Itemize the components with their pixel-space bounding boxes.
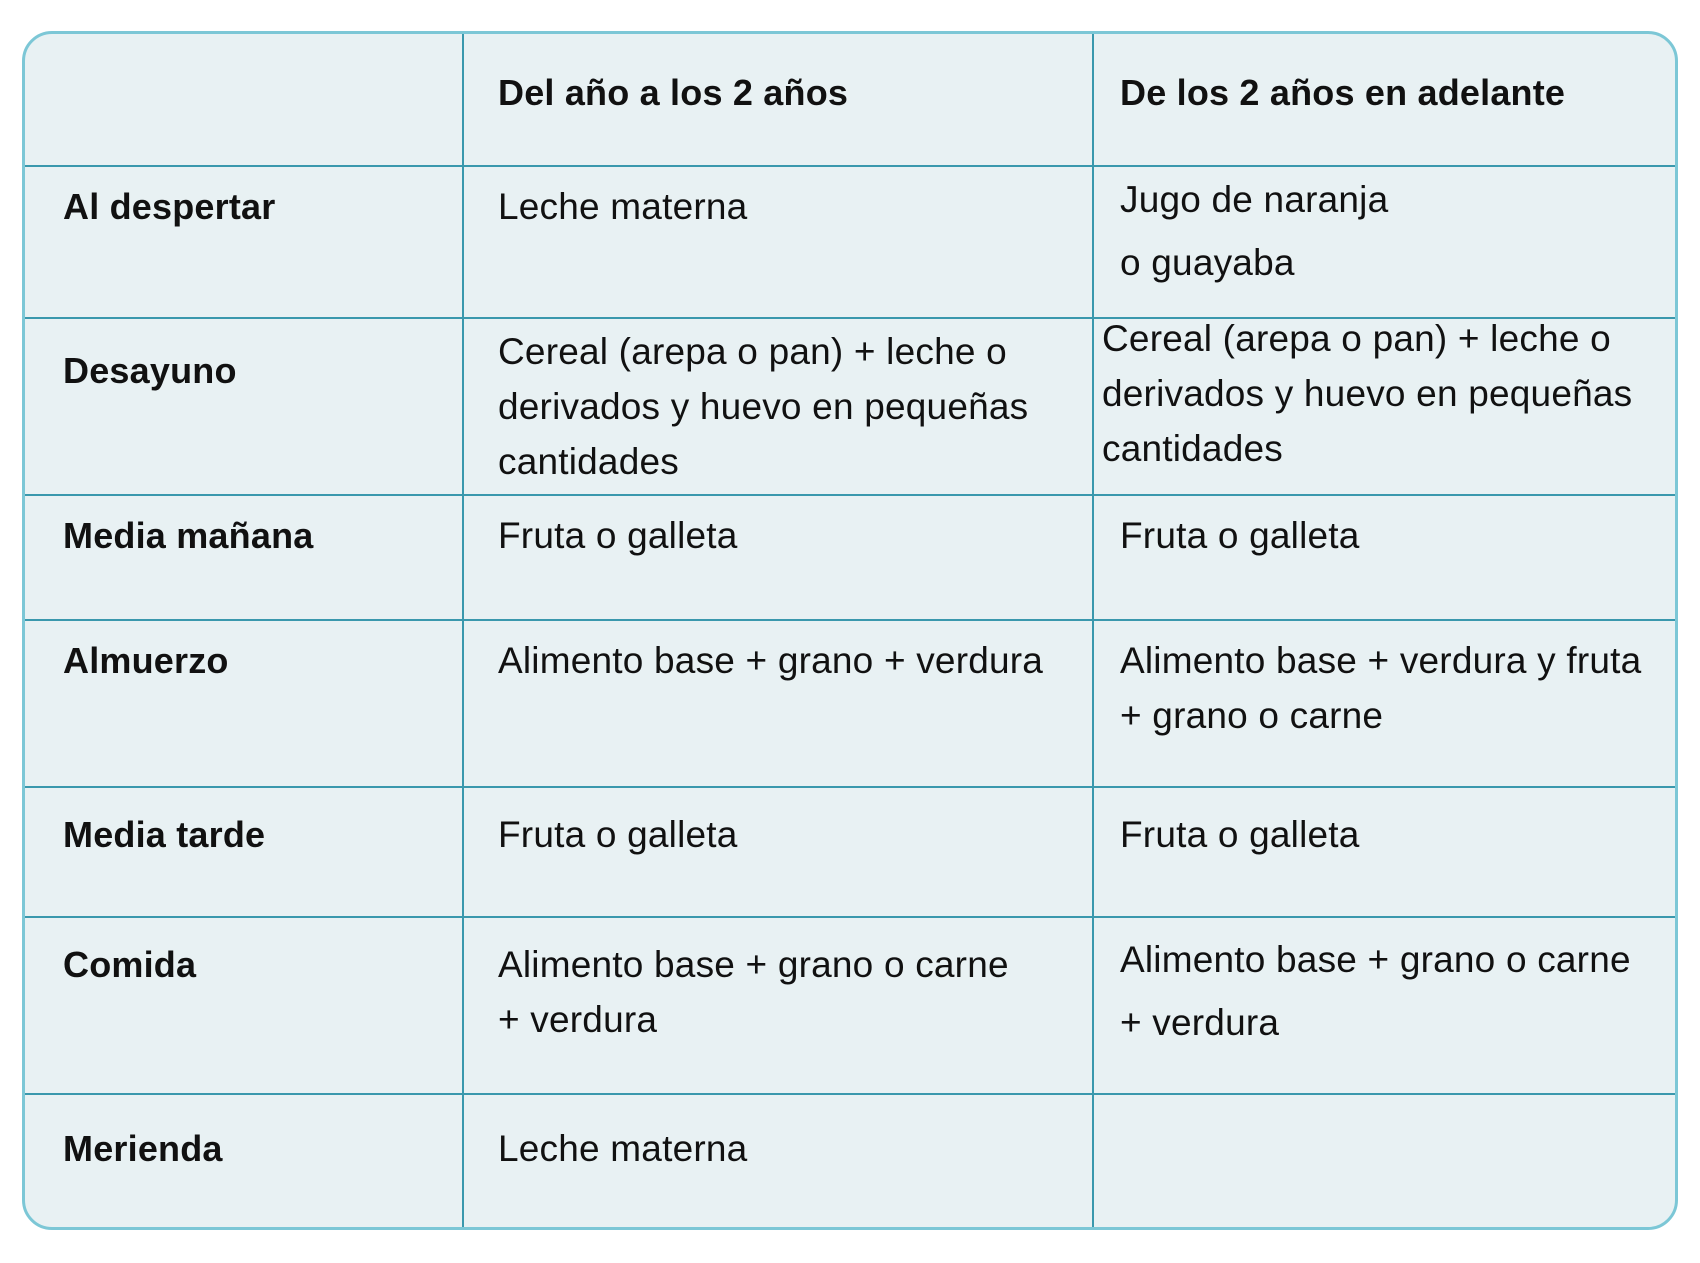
row-divider xyxy=(25,165,1675,167)
row-divider xyxy=(25,786,1675,788)
cell-line: + verdura xyxy=(1120,1002,1280,1043)
cell-line: Alimento base + verdura y fruta xyxy=(1120,640,1642,681)
cell-line: o guayaba xyxy=(1120,242,1295,283)
cell-line: + verdura xyxy=(498,999,658,1040)
cell-line: Leche materna xyxy=(498,186,748,227)
cell-line: Fruta o galleta xyxy=(1120,515,1360,556)
cell-line: Leche materna xyxy=(498,1128,748,1169)
header-cell-age-2-plus: De los 2 años en adelante xyxy=(1120,72,1566,113)
cell-al-despertar-col2 xyxy=(1120,168,1388,294)
cell-media-tarde-col2 xyxy=(1120,807,1360,862)
cell-desayuno-col2 xyxy=(1102,311,1632,476)
cell-line: derivados y huevo en pequeñas xyxy=(498,386,1029,427)
cell-line: Fruta o galleta xyxy=(1120,814,1360,855)
cell-line: Cereal (arepa o pan) + leche o xyxy=(498,331,1007,372)
cell-almuerzo-col1 xyxy=(498,633,1043,688)
column-divider xyxy=(462,34,464,1227)
row-label-media-manana: Media mañana xyxy=(63,515,314,556)
cell-line: cantidades xyxy=(1102,428,1283,469)
row-label-comida: Comida xyxy=(63,944,197,985)
cell-line: derivados y huevo en pequeñas xyxy=(1102,373,1633,414)
cell-line: Fruta o galleta xyxy=(498,515,738,556)
cell-line: Cereal (arepa o pan) + leche o xyxy=(1102,318,1611,359)
feeding-schedule-table xyxy=(22,31,1678,1230)
row-divider xyxy=(25,916,1675,918)
cell-line: + grano o carne xyxy=(1120,695,1384,736)
row-divider xyxy=(25,1093,1675,1095)
row-divider xyxy=(25,619,1675,621)
row-label-media-tarde: Media tarde xyxy=(63,814,266,855)
cell-desayuno-col1 xyxy=(498,324,1028,489)
cell-line: Alimento base + grano o carne xyxy=(498,944,1009,985)
cell-line: Jugo de naranja xyxy=(1120,179,1389,220)
cell-al-despertar-col1 xyxy=(498,179,747,234)
cell-comida-col2 xyxy=(1120,928,1631,1054)
cell-media-tarde-col1 xyxy=(498,807,738,862)
cell-media-manana-col2 xyxy=(1120,508,1360,563)
cell-line: Alimento base + grano o carne xyxy=(1120,939,1631,980)
row-label-merienda: Merienda xyxy=(63,1128,223,1169)
cell-media-manana-col1 xyxy=(498,508,738,563)
column-divider xyxy=(1092,34,1094,1227)
cell-merienda-col1 xyxy=(498,1121,747,1176)
cell-line: Alimento base + grano + verdura xyxy=(498,640,1044,681)
row-label-almuerzo: Almuerzo xyxy=(63,640,229,681)
cell-almuerzo-col2 xyxy=(1120,633,1641,743)
row-label-al-despertar: Al despertar xyxy=(63,186,276,227)
row-divider xyxy=(25,494,1675,496)
row-label-desayuno: Desayuno xyxy=(63,350,237,391)
cell-comida-col1 xyxy=(498,937,1009,1047)
cell-line: Fruta o galleta xyxy=(498,814,738,855)
cell-line: cantidades xyxy=(498,441,679,482)
header-cell-age-1-2: Del año a los 2 años xyxy=(498,72,849,113)
